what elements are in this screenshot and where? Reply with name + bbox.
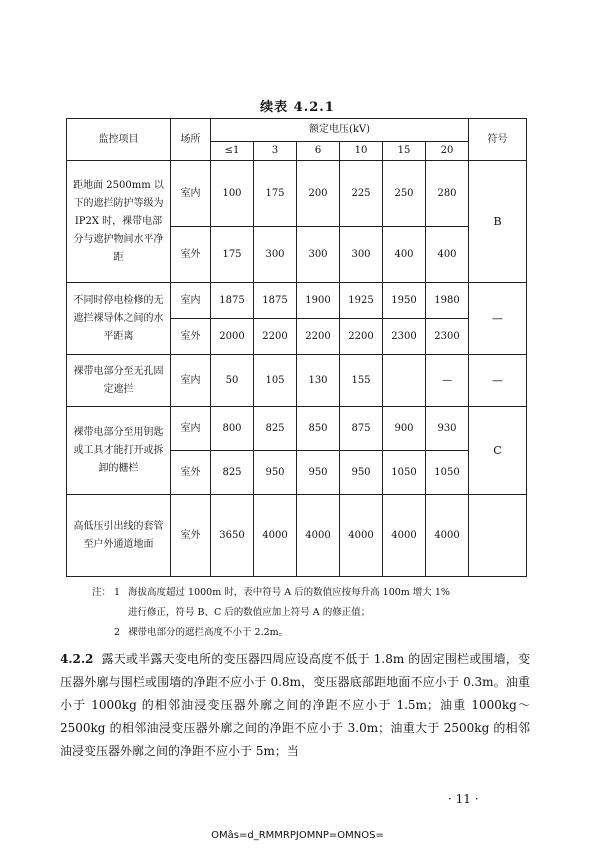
place-cell: 室外: [171, 227, 211, 283]
table-row: [67, 407, 527, 451]
value-cell: 155: [340, 355, 383, 407]
value-cell: 4000: [297, 495, 340, 577]
value-cell: 875: [340, 407, 383, 451]
place-cell: 室外: [171, 451, 211, 495]
value-cell: 1050: [383, 451, 426, 495]
value-cell: 1050: [426, 451, 469, 495]
header-voltage: 10: [340, 142, 383, 161]
place-cell: 室外: [171, 495, 211, 577]
table-row: [67, 495, 527, 577]
value-cell: 2200: [340, 319, 383, 355]
value-cell: 130: [297, 355, 340, 407]
value-cell: 175: [211, 227, 254, 283]
value-cell: 300: [297, 227, 340, 283]
table-row: [67, 355, 527, 407]
header-voltage: 15: [383, 142, 426, 161]
place-cell: 室内: [171, 161, 211, 227]
note-text: 裸带电部分的遮拦高度不小于 2.2m。: [128, 627, 289, 638]
symbol-cell: [469, 495, 527, 577]
value-cell: 1980: [426, 283, 469, 319]
value-cell: 825: [211, 451, 254, 495]
item-cell: 不同时停电检修的无遮拦裸导体之间的水平距离: [67, 283, 171, 355]
value-cell: 2200: [254, 319, 297, 355]
place-cell: 室内: [171, 407, 211, 451]
value-cell: [383, 355, 426, 407]
value-cell: 175: [254, 161, 297, 227]
value-cell: 825: [254, 407, 297, 451]
value-cell: 2000: [211, 319, 254, 355]
clause-text: 露天或半露天变电所的变压器四周应设高度不低于 1.8m 的固定围栏或围墙，变压器外廓与围栏或围墙的净距不应小于 0.8m，变压器底部距地面不应小于 0.3m。油重小于 1000kg 的相邻油浸变压器外廓之间的净距不应小于 1.5m；油重 1000kg～2500kg 的相邻油浸变压器外廓之间的净距不应小于 3.0m；油重大于 2500kg 的相邻油浸变压器外廓之间的净距不应小于 5m；当: [60, 652, 530, 758]
header-place: 场所: [171, 119, 211, 161]
value-cell: 250: [383, 161, 426, 227]
clearance-table: [66, 118, 527, 577]
value-cell: —: [426, 355, 469, 407]
clause-paragraph: [60, 648, 530, 763]
value-cell: 4000: [340, 495, 383, 577]
note-text: 进行修正，符号 B、C 后的数值应加上符号 A 的修正值；: [128, 607, 371, 618]
value-cell: 400: [383, 227, 426, 283]
value-cell: 100: [211, 161, 254, 227]
value-cell: 2300: [426, 319, 469, 355]
value-cell: 1900: [297, 283, 340, 319]
table-row: [67, 283, 527, 319]
symbol-cell: B: [469, 161, 527, 283]
value-cell: 105: [254, 355, 297, 407]
header-voltage: 3: [254, 142, 297, 161]
header-voltage-group: 额定电压(kV): [211, 119, 469, 142]
note-number: 2: [114, 627, 121, 638]
item-cell: 裸带电部分至用钥匙或工具才能打开或拆卸的栅栏: [67, 407, 171, 495]
header-voltage: 6: [297, 142, 340, 161]
table-row: [67, 161, 527, 227]
value-cell: 1875: [254, 283, 297, 319]
value-cell: 300: [340, 227, 383, 283]
symbol-cell: C: [469, 407, 527, 495]
item-cell: 距地面 2500mm 以下的遮拦防护等级为 IP2X 时，裸带电部分与遮护物间水平净距: [67, 161, 171, 283]
place-cell: 室内: [171, 283, 211, 319]
value-cell: 3650: [211, 495, 254, 577]
header-voltage: 20: [426, 142, 469, 161]
value-cell: 2300: [383, 319, 426, 355]
value-cell: 50: [211, 355, 254, 407]
item-cell: 裸带电部分至无孔固定遮拦: [67, 355, 171, 407]
value-cell: 900: [383, 407, 426, 451]
value-cell: 1875: [211, 283, 254, 319]
value-cell: 950: [254, 451, 297, 495]
header-voltage: ≤1: [211, 142, 254, 161]
value-cell: 950: [340, 451, 383, 495]
table-notes: [92, 583, 532, 643]
value-cell: 4000: [254, 495, 297, 577]
value-cell: 200: [297, 161, 340, 227]
clause-number: 4.2.2: [60, 652, 94, 666]
header-item: 监控项目: [67, 119, 171, 161]
value-cell: 4000: [383, 495, 426, 577]
header-symbol: 符号: [469, 119, 527, 161]
value-cell: 800: [211, 407, 254, 451]
place-cell: 室内: [171, 355, 211, 407]
value-cell: 950: [297, 451, 340, 495]
value-cell: 930: [426, 407, 469, 451]
note-text: 海拔高度超过 1000m 时，表中符号 A 后的数值应按每升高 100m 增大 1%: [128, 587, 450, 598]
value-cell: 280: [426, 161, 469, 227]
value-cell: 225: [340, 161, 383, 227]
value-cell: 1950: [383, 283, 426, 319]
value-cell: 850: [297, 407, 340, 451]
page-number: · 11 ·: [448, 792, 479, 806]
place-cell: 室外: [171, 319, 211, 355]
value-cell: 300: [254, 227, 297, 283]
symbol-cell: —: [469, 283, 527, 355]
value-cell: 400: [426, 227, 469, 283]
symbol-cell: —: [469, 355, 527, 407]
table-title: 续表 4.2.1: [260, 100, 335, 115]
value-cell: 2200: [297, 319, 340, 355]
footer-text: OMâs=d_RMMRPJOMNP=OMNOS=: [211, 830, 384, 841]
item-cell: 高低压引出线的套管至户外通道地面: [67, 495, 171, 577]
value-cell: 1925: [340, 283, 383, 319]
note-number: 1: [114, 587, 121, 598]
notes-label: 注：: [92, 587, 112, 598]
value-cell: 4000: [426, 495, 469, 577]
